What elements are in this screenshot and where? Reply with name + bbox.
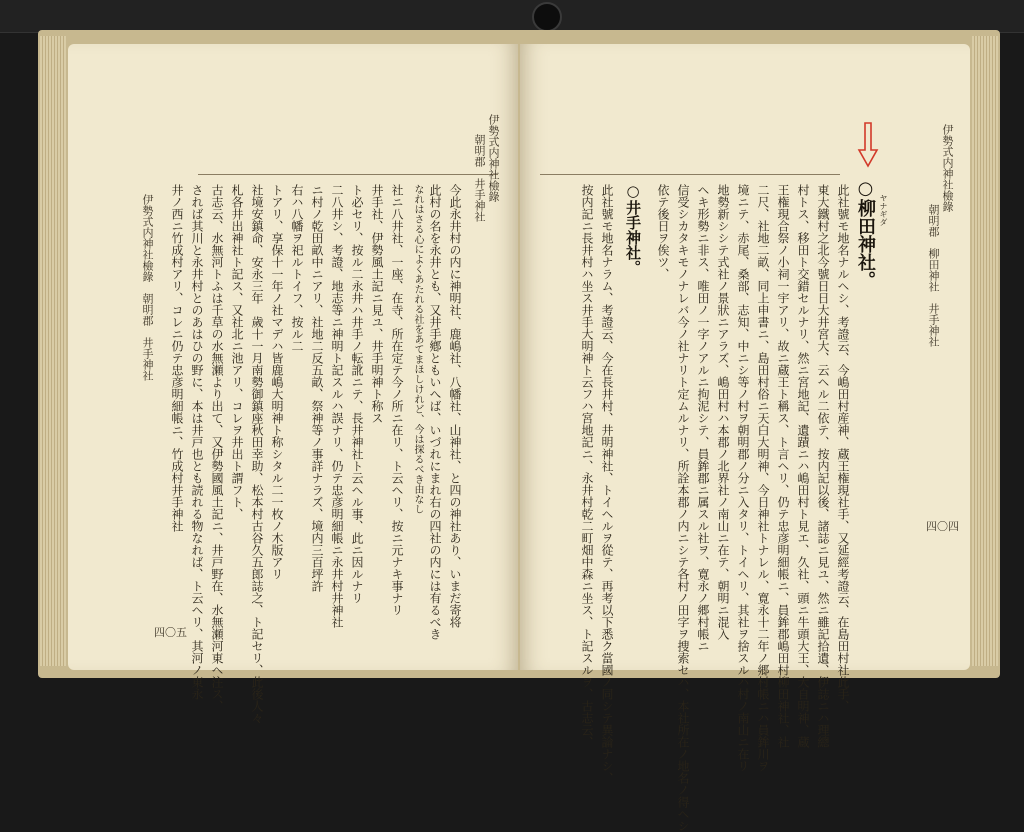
text-column: 社境安鎮命、安永三年 歲十一月南勢御鎮座秋田幸助、松本村古谷久五郎誌之、ト記セリ、此後人々: [250, 184, 264, 724]
text-column: 二尺、社地二畝、同上申書ニ、島田村俗ニ天白大明神、今日神社トナレル、寛永十二年ノ郷村帳ニハ員鉾川ヲ: [756, 184, 770, 772]
red-down-arrow-icon: [858, 122, 878, 168]
text-column: 社ニ八井社、一座、在寺、所在定テ今ノ所ニ在リ、ト云ヘリ、按ニ元ナキ事ナリ: [390, 184, 404, 616]
text-column: 此社號モ地名ナルヘシ、考證云、今嶋田村産神、蔵王権現社手、又延經考證云、在島田村社此手、: [836, 184, 850, 712]
left-page-footer-header: 伊勢式内神社檢錄 朝明郡 井手神社: [141, 194, 154, 381]
text-column: 札各井出神社ト記ス、又社北ニ池アリ、コレヲ井出ト謂フト、: [230, 184, 244, 520]
text-column: 依テ後日ヲ俟ツ、: [656, 184, 670, 280]
text-column: ト必セリ、按ル二永井ハ井手ノ転訛ニテ、長井神社ト云ヘル事、此ニ因ルナリ: [350, 184, 364, 604]
right-page-header-title: 伊勢式内神社檢錄: [941, 124, 954, 212]
text-column: 信受シカタキモノナレバ今ノ社ナリト定ムルナリ、所詮本郡ノ内ニシテ各村ノ田字ヲ捜索セハ、本社所在ノ地名ノ得ヘシ: [676, 184, 690, 832]
page-stack-left: [40, 36, 66, 666]
text-column: 古志云、水無河トふは千草の水無瀬より出て、又伊勢國風土記ニ、井戸野在、水無瀬河東ヘ注ス、: [210, 184, 224, 712]
text-column: トアリ、享保十一年ノ社マデハ皆鹿嶋大明神ト称シタル二一枚ノ木版アリ: [270, 184, 284, 580]
text-column: 境ニテ、赤尾、桑部、志知、中ニシ等ノ村ヲ朝明郡ノ分ニ入タリ、トイヘリ、其社ヲ捨スルハ村ノ南山ニ在リ: [736, 184, 750, 772]
text-column: 按内記ニ長井村ハ坐ス井手大明神ト云フハ宮地記ニ、永井村乾二町畑中森ニ坐ス、ト記スルヲ、古志云、: [580, 184, 594, 748]
text-column: ヘキ形勢ニ非ス、唯田ノ一字ノアルニ拘泥シテ、員鉾郡ニ属スル社ヲ、寛永ノ郷村帳ニ: [696, 184, 710, 652]
text-column: なれはさる心によくあたれる社をあてまほしけれど、今は探るべき由なし: [412, 184, 423, 514]
left-page: [68, 44, 518, 724]
top-rule: [540, 174, 840, 175]
text-column: 東大鐵村之北今號日日大井宮大、云ヘル二依テ、按内記以後、諸誌ニ見ユ、然ニ雖記拾遺、伊誌ニハ理總: [816, 184, 830, 748]
right-page-header-section: 朝明郡 柳田神社 井手神社: [927, 204, 940, 347]
right-page: [520, 44, 970, 832]
right-page-number: 四〇四: [926, 520, 959, 533]
shrine-title-ide: ○井手神社。: [624, 182, 642, 275]
text-column: 井ノ西ニ竹成村アリ、コレニ仍テ忠彦明細帳ニ、竹成村井手神社: [170, 184, 184, 532]
title-ruby: ヤナギダ: [879, 194, 888, 226]
left-page-header-section: 朝明郡 井手神社: [473, 134, 486, 222]
text-column: されば其川と永井村とのあはひの野に、本は井戸也とも読れる物なれば、ト云ヘリ、其河ノ東永: [190, 184, 204, 700]
text-column: 右ハ八幡ヲ祀ルトイフ、按ル二: [290, 184, 304, 352]
text-column: 此村の名を永井とも、又井手鄕ともいへば、いづれにまれ右の四社の内には有るべき: [428, 184, 442, 640]
text-column: 村トス、移田ト交錯セルナリ、然ニ宮地記、遺蹟ニハ嶋田村ト見エ、久社、頭ニ牛頭大王、大自明神、蔵: [796, 184, 810, 748]
left-page-header-title: 伊勢式内神社檢錄: [487, 114, 500, 202]
text-column: 井手社、伊勢風土記ニ見ユ、井手明神ト称ス: [370, 184, 384, 424]
text-column: 今此永井村の内に神明社、鹿嶋社、八幡社、山神社、と四の神社あり、いまだ寄将: [448, 184, 462, 628]
page-stack-right: [972, 36, 998, 666]
top-rule: [198, 174, 498, 175]
scanner-top-strip: [0, 0, 1024, 33]
text-column: 二八井シ、考證、地志等ニ神明ト記スルハ誤ナリ、仍テ忠彦明細帳ニ永井村井神社: [330, 184, 344, 628]
shrine-title-yanagida: ○柳田神社。: [855, 178, 876, 289]
left-page-number: 四〇五: [154, 626, 187, 639]
text-column: ニ村ノ乾田畝中ニアリ、社地二反五畝、祭神等ノ事詳ナラズ、境内三百坪許: [310, 184, 324, 592]
binder-clip-icon: [532, 2, 562, 32]
text-column: 此社號モ地名ナラム、考證云、今在長井村、井明神社、トイヘルヲ從テ、再考以下悉ク當國ノ同シテ異論ナシ、: [600, 184, 614, 784]
text-column: 王権現合祭ノ小祠一宇アリ、故ニ蔵王ト稱ス、ト言ヘリ、仍テ忠彦明細帳ニ、員鉾郡嶋田村柳田神社、社: [776, 184, 790, 748]
open-book: [38, 30, 1000, 832]
text-column: 地勢新シシテ式社ノ景狀ニアラズ、嶋田村ハ本郡ノ北界社ノ南山ニ在テ、朝明ニ混入: [716, 184, 730, 640]
